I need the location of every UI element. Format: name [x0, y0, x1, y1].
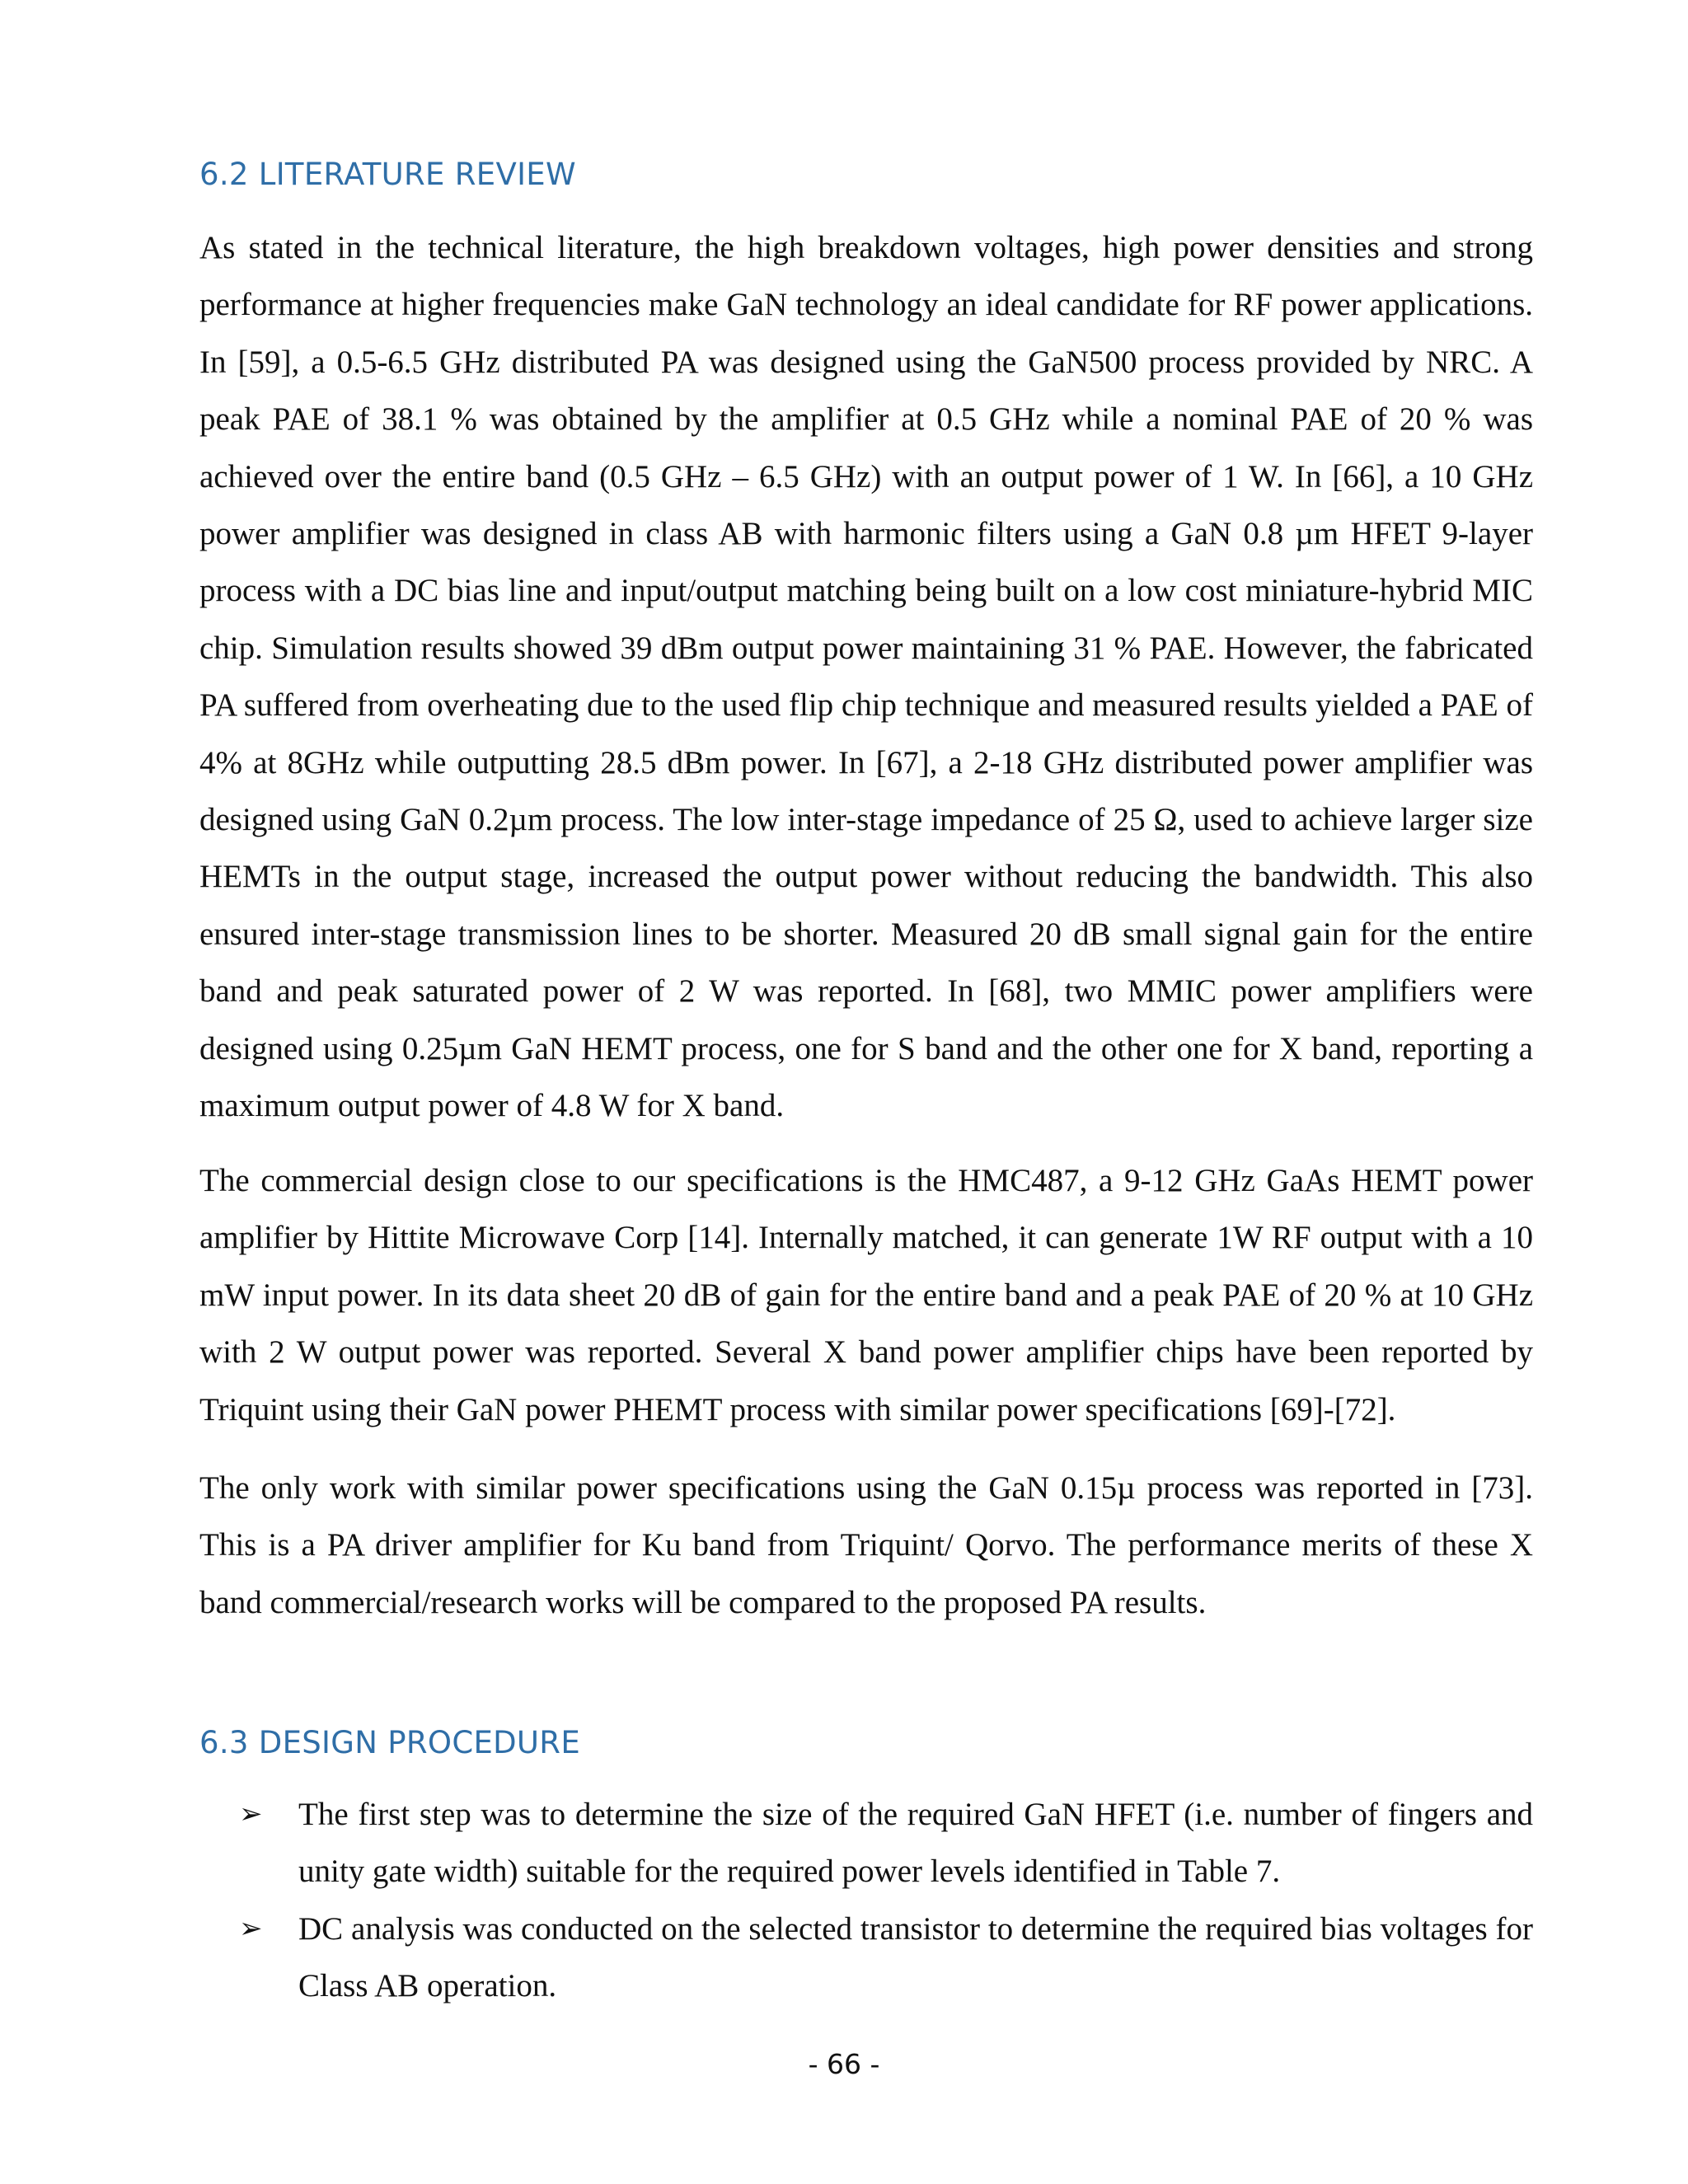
- page-number: - 66 -: [808, 2048, 880, 2080]
- list-item-text: The first step was to determine the size of the required GaN HFET (i.e. number of fingers and unity gate width) suitable for the required power levels identified in Table 7.: [298, 1797, 1533, 1890]
- paragraph-literature-review-3: The only work with similar power specifications using the GaN 0.15µ process was reported in [73]. This is a PA driver amplifier for Ku band from Triquint/ Qorvo. The performance merits of these X band commercial/research works will be compared to the proposed PA results.: [199, 1470, 1533, 1620]
- paragraph-literature-review-2: The commercial design close to our specifications is the HMC487, a 9-12 GHz GaAs HEMT power amplifier by Hittite Microwave Corp [14]. Internally matched, it can generate 1W RF output with a 10 mW input power. In its data sheet 20 dB of gain for the entire band and a peak PAE of 20 % at 10 GHz with 2 W output power was reported. Several X band power amplifier chips have been reported by Triquint using their GaN power PHEMT process with similar power specifications [69]-[72].: [199, 1163, 1533, 1427]
- section-heading-literature-review: 6.2 LITERATURE REVIEW: [199, 157, 576, 192]
- list-item: [239, 1900, 1533, 2015]
- section-heading-design-procedure: 6.3 DESIGN PROCEDURE: [199, 1725, 580, 1760]
- arrow-bullet-icon: ➢: [239, 1912, 263, 1945]
- list-item-text: DC analysis was conducted on the selected transistor to determine the required bias voltages for Class AB operation.: [298, 1911, 1533, 2004]
- list-item: [239, 1786, 1533, 1900]
- arrow-bullet-icon: ➢: [239, 1797, 263, 1830]
- paragraph-literature-review-1: As stated in the technical literature, the high breakdown voltages, high power densities and strong performance at higher frequencies make GaN technology an ideal candidate for RF power applications. In [59], a 0.5-6.5 GHz distributed PA was designed using the GaN500 process provided by NRC. A peak PAE of 38.1 % was obtained by the amplifier at 0.5 GHz while a nominal PAE of 20 % was achieved over the entire band (0.5 GHz – 6.5 GHz) with an output power of 1 W. In [66], a 10 GHz power amplifier was designed in class AB with harmonic filters using a GaN 0.8 µm HFET 9-layer process with a DC bias line and input/output matching being built on a low cost miniature-hybrid MIC chip. Simulation results showed 39 dBm output power maintaining 31 % PAE. However, the fabricated PA suffered from overheating due to the used flip chip technique and measured results yielded a PAE of 4% at 8GHz while outputting 28.5 dBm power. In [67], a 2-18 GHz distributed power amplifier was designed using GaN 0.2µm process. The low inter-stage impedance of 25 Ω, used to achieve larger size HEMTs in the output stage, increased the output power without reducing the bandwidth. This also ensured inter-stage transmission lines to be shorter. Measured 20 dB small signal gain for the entire band and peak saturated power of 2 W was reported. In [68], two MMIC power amplifiers were designed using 0.25µm GaN HEMT process, one for S band and the other one for X band, reporting a maximum output power of 4.8 W for X band.: [199, 230, 1533, 1124]
